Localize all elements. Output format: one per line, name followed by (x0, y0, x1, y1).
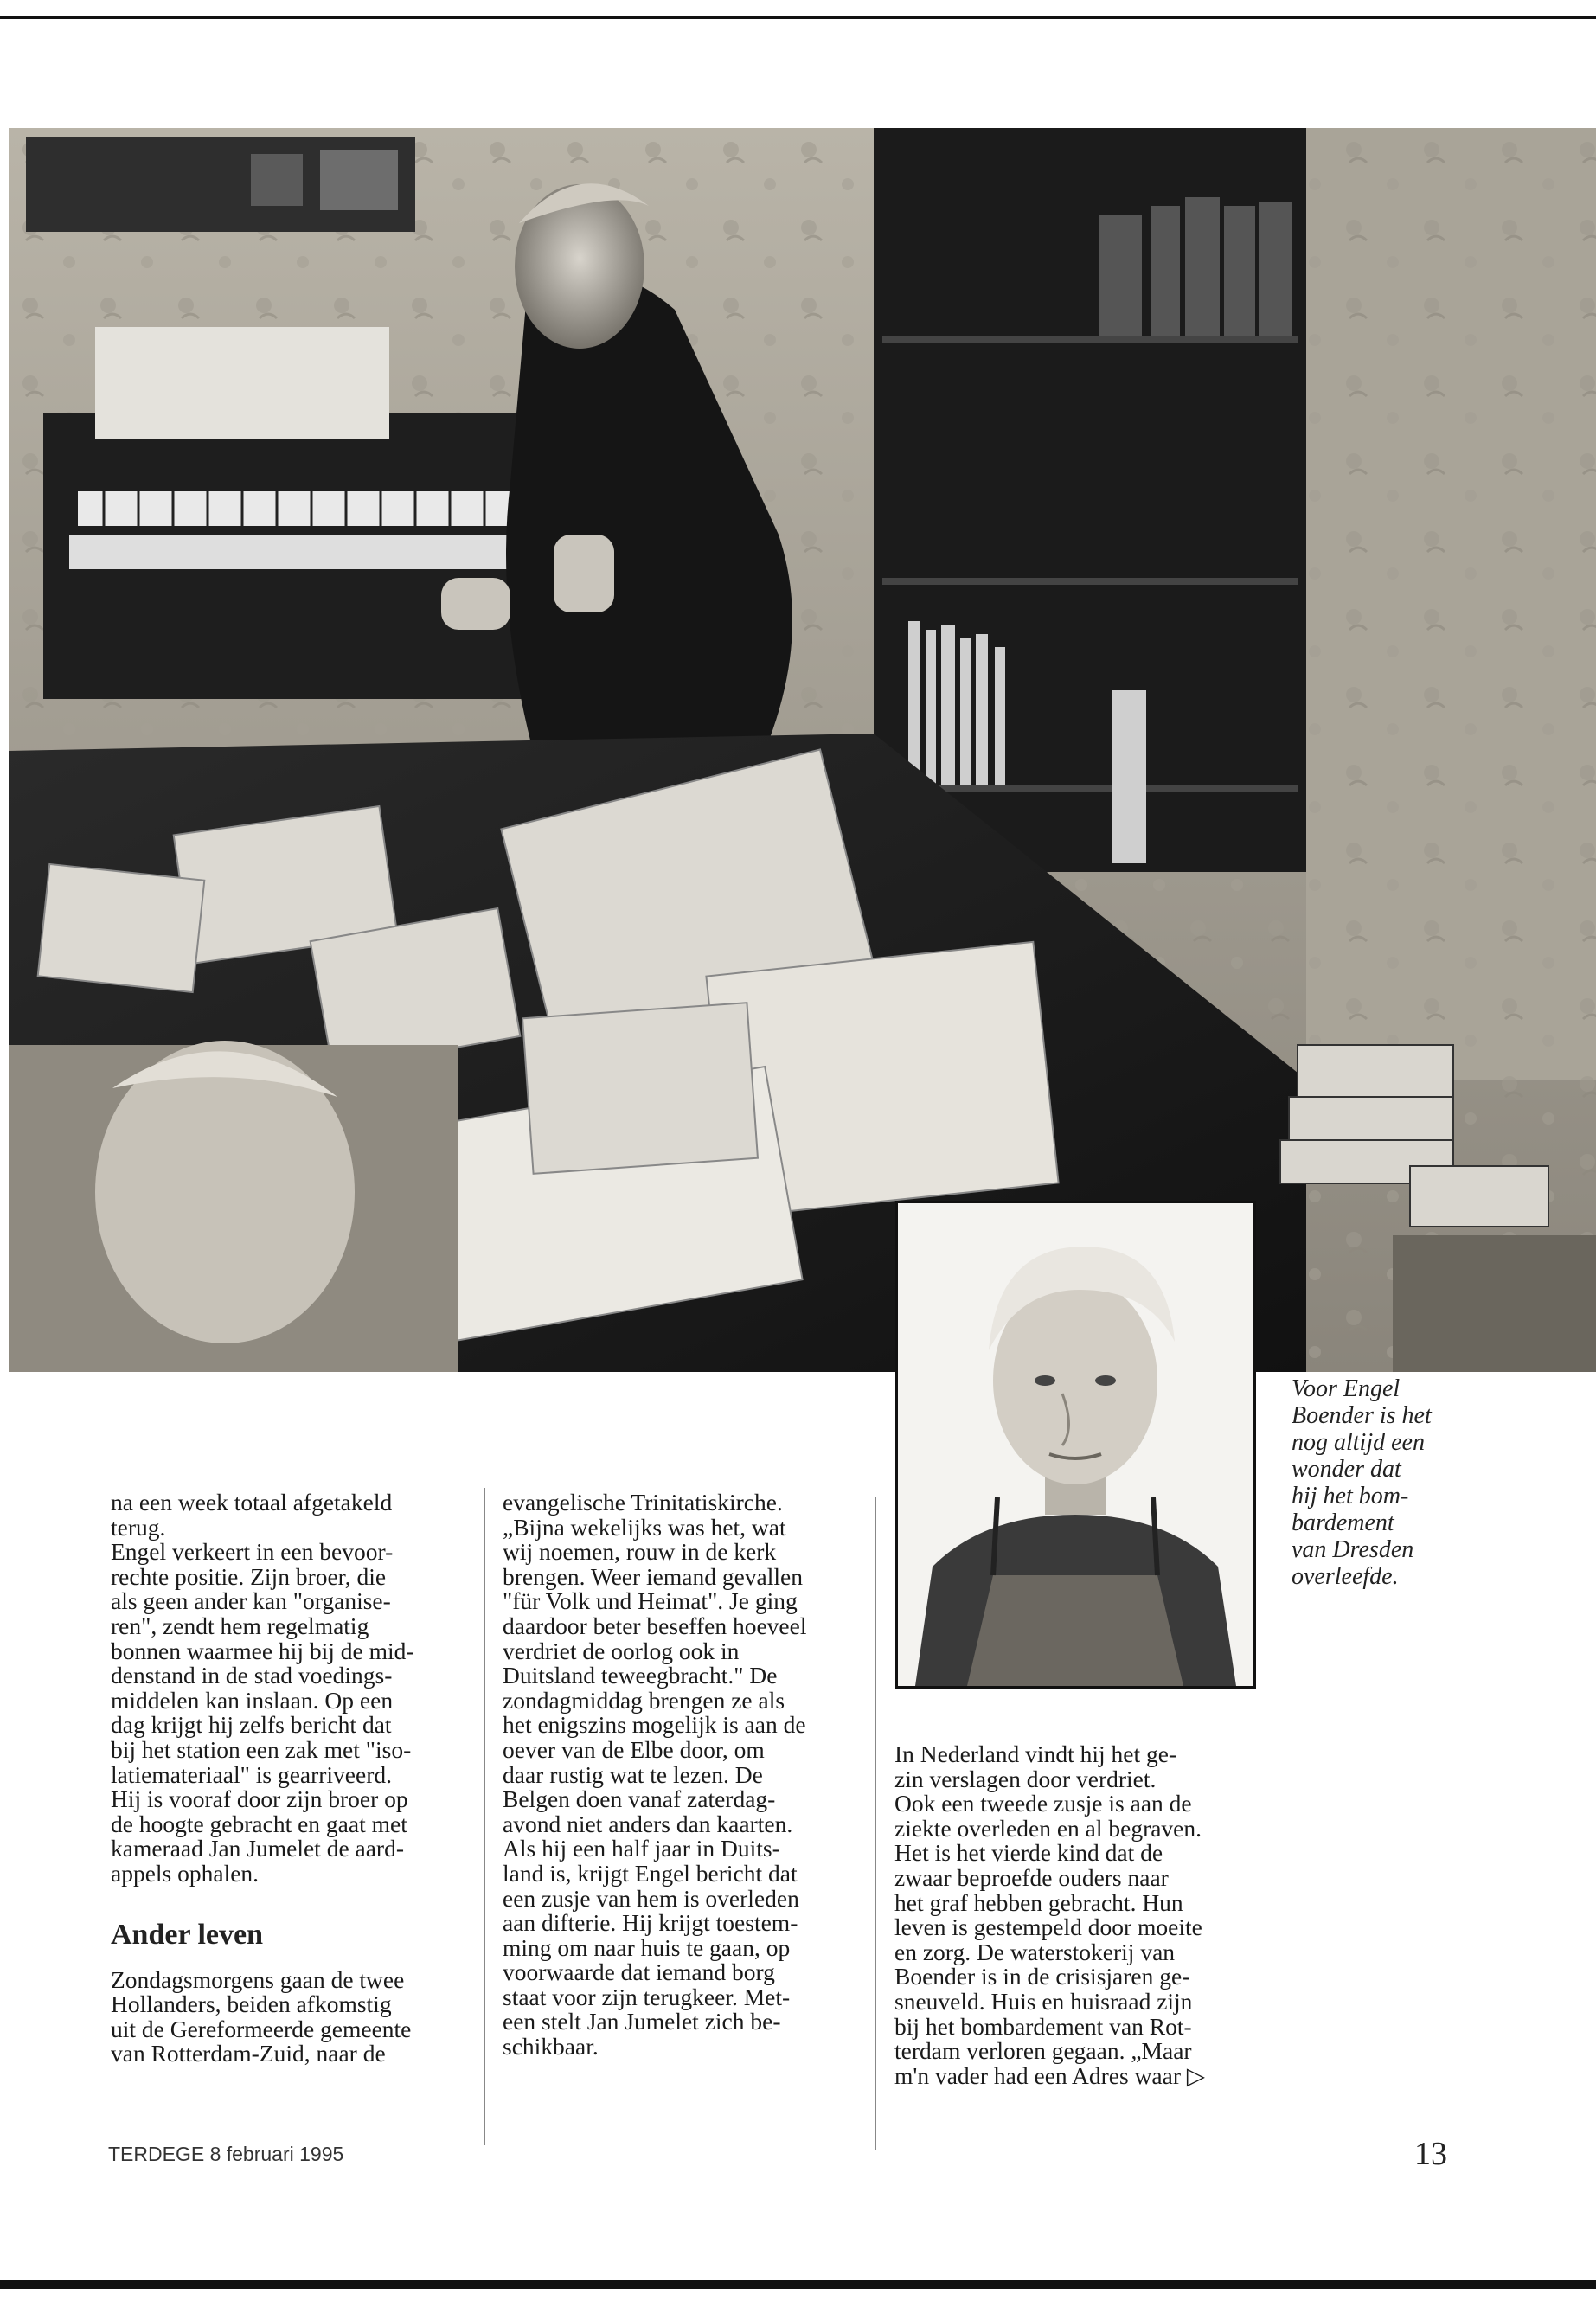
text-line: Het is het vierde kind dat de (894, 1839, 1163, 1867)
caption-line: wonder dat (1292, 1456, 1401, 1483)
text-line: van Rotterdam-Zuid, naar de (111, 2040, 386, 2067)
top-rule (0, 16, 1596, 19)
page-number: 13 (1414, 2136, 1447, 2172)
caption-line: Voor Engel (1292, 1375, 1401, 1402)
text-line: appels ophalen. (111, 1859, 260, 1887)
text-line: staat voor zijn terugkeer. Met- (503, 1983, 791, 2010)
text-line: sneuveld. Huis en huisraad zijn (894, 1987, 1193, 2015)
text-line: leven is gestempeld door moeite (894, 1913, 1202, 1941)
text-line: het graf hebben gebracht. Hun (894, 1888, 1183, 1916)
text-line: denstand in de stad voedings- (111, 1662, 393, 1689)
text-line: zwaar beproefde ouders naar (894, 1863, 1169, 1891)
text-line: evangelische Trinitatiskirche. (503, 1489, 783, 1516)
main-photograph (9, 128, 1596, 1372)
text-line: als geen ander kan "organise- (111, 1587, 391, 1615)
column-divider (875, 1497, 876, 2150)
text-line: Belgen doen vanaf zaterdag- (503, 1785, 776, 1813)
text-line: m'n vader had een Adres waar ▷ (894, 2061, 1206, 2089)
text-line: Zondagsmorgens gaan de twee (111, 1965, 405, 1993)
caption-line: Boender is het (1292, 1402, 1432, 1429)
caption-line: hij het bom- (1292, 1483, 1409, 1509)
text-line: Engel verkeert in een bevoor- (111, 1538, 394, 1566)
text-line: Als hij een half jaar in Duits- (503, 1835, 780, 1862)
column-divider (484, 1488, 485, 2145)
article-column-2 (503, 1490, 849, 2060)
portrait-young-man (898, 1203, 1253, 1686)
text-line: land is, krijgt Engel bericht dat (503, 1859, 798, 1887)
text-line: rechte positie. Zijn broer, die (111, 1562, 387, 1590)
text-line: zin verslagen door verdriet. (894, 1765, 1157, 1792)
text-line: "für Volk und Heimat". Je ging (503, 1587, 798, 1615)
article-column-1 (111, 1490, 457, 2067)
text-line: na een week totaal afgetakeld (111, 1489, 393, 1516)
text-line: Hij is vooraf door zijn broer op (111, 1785, 408, 1813)
text-line: bij het bombardement van Rot- (894, 2012, 1192, 2040)
text-line: ming om naar huis te gaan, op (503, 1933, 791, 1961)
text-line: de hoogte gebracht en gaat met (111, 1810, 407, 1837)
text-line: aan difterie. Hij krijgt toestem- (503, 1909, 798, 1937)
text-line: latiemateriaal" is gearriveerd. (111, 1760, 393, 1788)
photo-caption (1292, 1375, 1490, 1590)
text-line: voorwaarde dat iemand borg (503, 1958, 775, 1986)
text-line: Boender is in de crisisjaren ge- (894, 1963, 1190, 1990)
text-line: zondagmiddag brengen ze als (503, 1686, 785, 1714)
text-line: „Bijna wekelijks was het, wat (503, 1513, 786, 1541)
text-line: avond niet anders dan kaarten. (503, 1810, 793, 1837)
caption-line: van Dresden (1292, 1536, 1414, 1563)
text-line: een stelt Jan Jumelet zich be- (503, 2008, 781, 2035)
text-line: en zorg. De waterstokerij van (894, 1938, 1176, 1965)
article-column-3 (894, 1742, 1258, 2088)
text-line: daardoor beter beseffen hoeveel (503, 1612, 807, 1639)
text-line: kameraad Jan Jumelet de aard- (111, 1835, 404, 1862)
text-line: ren", zendt hem regelmatig (111, 1612, 369, 1639)
text-line: ziekte overleden en al begraven. (894, 1814, 1202, 1842)
text-line: het enigszins mogelijk is aan de (503, 1711, 806, 1739)
text-line: terdam verloren gegaan. „Maar (894, 2037, 1192, 2065)
text-line: verdriet de oorlog ook in (503, 1637, 740, 1664)
bottom-rule (0, 2280, 1596, 2289)
text-line: Hollanders, beiden afkomstig (111, 1990, 392, 2018)
text-line: middelen kan inslaan. Op een (111, 1686, 394, 1714)
text-line: bij het station een zak met "iso- (111, 1735, 412, 1763)
publication-footer: TERDEGE 8 februari 1995 (108, 2143, 344, 2165)
caption-line: overleefde. (1292, 1563, 1399, 1590)
text-line: In Nederland vindt hij het ge- (894, 1740, 1177, 1767)
text-line: Ook een tweede zusje is aan de (894, 1790, 1192, 1817)
text-line: bonnen waarmee hij bij de mid- (111, 1637, 414, 1664)
text-line: uit de Gereformeerde gemeente (111, 2015, 412, 2042)
text-line: terug. (111, 1513, 166, 1541)
caption-line: bardement (1292, 1509, 1394, 1536)
text-line: daar rustig wat te lezen. De (503, 1760, 763, 1788)
text-line: een zusje van hem is overleden (503, 1884, 799, 1912)
caption-line: nog altijd een (1292, 1429, 1425, 1456)
photo-organ-room (9, 128, 1596, 1372)
text-line: oever van de Elbe door, om (503, 1735, 765, 1763)
text-line: wij noemen, rouw in de kerk (503, 1538, 777, 1566)
text-line: schikbaar. (503, 2033, 599, 2061)
section-subheading: Ander leven (111, 1918, 263, 1951)
text-line: brengen. Weer iemand gevallen (503, 1562, 803, 1590)
portrait-photograph (895, 1201, 1256, 1689)
text-line: Duitsland teweegbracht." De (503, 1662, 778, 1689)
text-line: dag krijgt hij zelfs bericht dat (111, 1711, 392, 1739)
